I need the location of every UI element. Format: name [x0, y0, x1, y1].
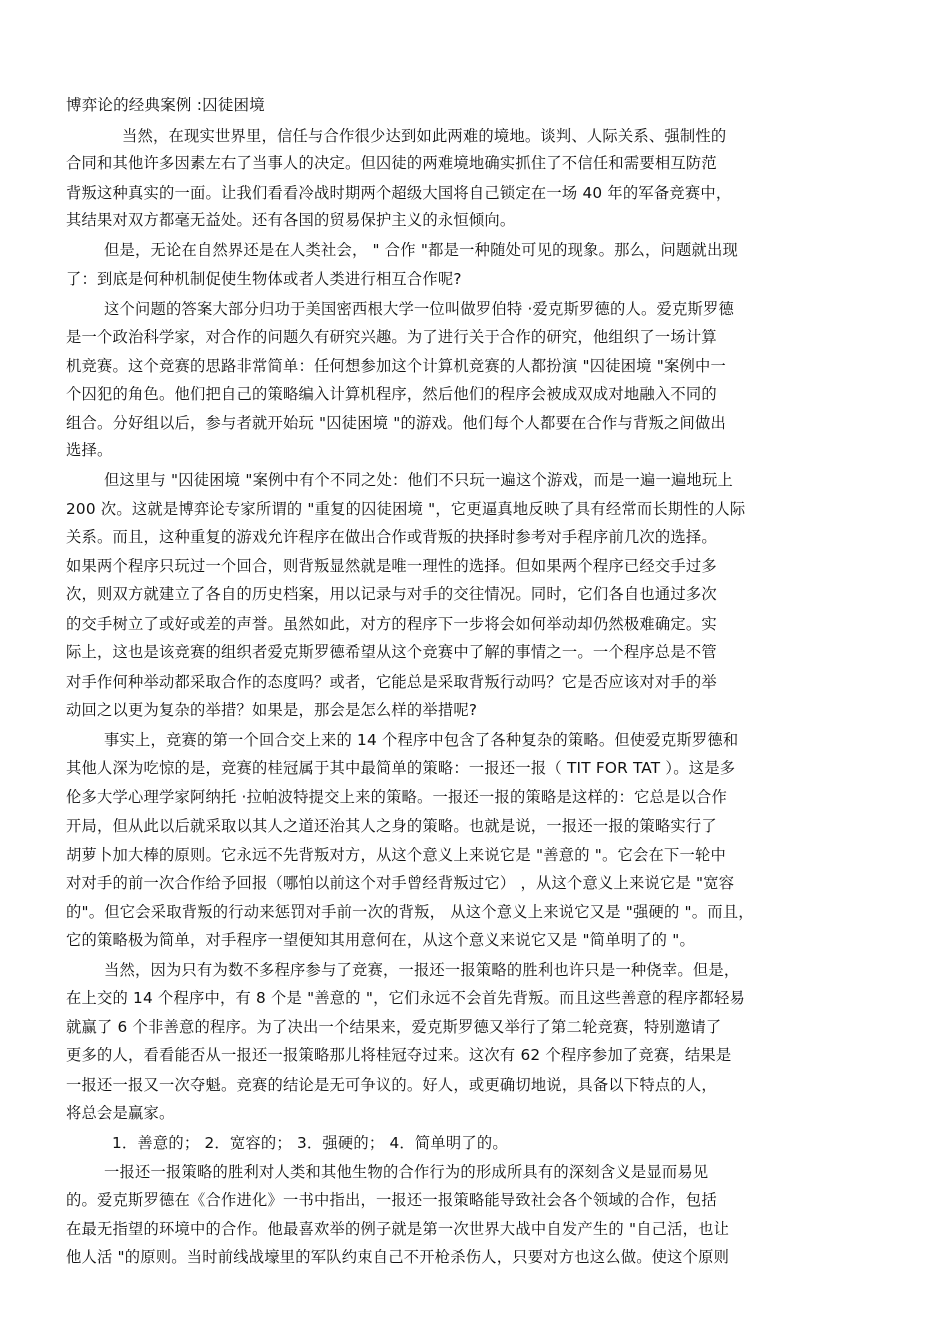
text-line: 但是，无论在自然界还是在人类社会， " 合作 "都是一种随处可见的现象。那么，问题就出现 — [104, 241, 739, 259]
text-line: 200 次。这就是博弈论专家所谓的 "重复的囚徒困境 "，它更逼真地反映了具有经常而长期性的人际 — [66, 500, 746, 518]
text-line: 在最无指望的环境中的合作。他最喜欢举的例子就是第一次世界大战中自发产生的 "自己活，也让 — [66, 1220, 730, 1238]
text-line: 合同和其他许多因素左右了当事人的决定。但囚徒的两难境地确实抓住了不信任和需要相互防范 — [66, 154, 717, 172]
text-line: 在上交的 14 个程序中，有 8 个是 "善意的 "，它们永远不会首先背叛。而且这些善意的程序都轻易 — [66, 989, 746, 1007]
text-line: 如果两个程序只玩过一个回合，则背叛显然就是唯一理性的选择。但如果两个程序已经交手过多 — [66, 557, 717, 575]
text-line: 关系。而且，这种重复的游戏允许程序在做出合作或背叛的抉择时参考对手程序前几次的选择。 — [66, 528, 717, 546]
text-line: 组合。分好组以后，参与者就开始玩 "囚徒困境 "的游戏。他们每个人都要在合作与背叛之间做出 — [66, 414, 726, 432]
text-line: 更多的人，看看能否从一报还一报策略那儿将桂冠夺过来。这次有 62 个程序参加了竞赛，结果是 — [66, 1046, 732, 1064]
text-line: 选择。 — [66, 441, 113, 459]
text-line: 的"。但它会采取背叛的行动来惩罚对手前一次的背叛， 从这个意义上来说它又是 "强硬的 "。而且， — [66, 903, 754, 921]
text-line: 动回之以更为复杂的举措？如果是，那会是怎么样的举措呢? — [66, 701, 478, 719]
text-line: 一报还一报又一次夺魁。竞赛的结论是无可争议的。好人，或更确切地说，具备以下特点的人， — [66, 1076, 717, 1094]
text-line: 事实上，竞赛的第一个回合交上来的 14 个程序中包含了各种复杂的策略。但使爱克斯罗德和 — [104, 731, 739, 749]
text-line: 机竞赛。这个竞赛的思路非常简单：任何想参加这个计算机竞赛的人都扮演 "囚徒困境 "案例中一 — [66, 357, 726, 375]
text-line: 将总会是赢家。 — [66, 1104, 175, 1122]
text-line: 伦多大学心理学家阿纳托 ·拉帕波特提交上来的策略。一报还一报的策略是这样的：它总是以合作 — [66, 788, 727, 806]
document-title: 博弈论的经典案例 :囚徒困境 — [66, 96, 265, 114]
text-line: 当然，因为只有为数不多程序参与了竞赛，一报还一报策略的胜利也许只是一种侥幸。但是， — [104, 961, 740, 979]
text-line: 就赢了 6 个非善意的程序。为了决出一个结果来，爱克斯罗德又举行了第二轮竞赛，特别邀请了 — [66, 1018, 722, 1036]
text-line: 次，则双方就建立了各自的历史档案，用以记录与对手的交往情况。同时，它们各自也通过多次 — [66, 585, 717, 603]
text-line: 胡萝卜加大棒的原则。它永远不先背叛对方，从这个意义上来说它是 "善意的 "。它会在下一轮中 — [66, 846, 726, 864]
text-line: 他人活 "的原则。当时前线战壕里的军队约束自己不开枪杀伤人，只要对方也这么做。使这个原则 — [66, 1248, 730, 1266]
text-line: 但这里与 "囚徒困境 "案例中有个不同之处：他们不只玩一遍这个游戏，而是一遍一遍地玩上 — [104, 471, 733, 489]
text-line: 了：到底是何种机制促使生物体或者人类进行相互合作呢? — [66, 270, 462, 288]
numbered-list: 1．善意的； 2．宽容的； 3．强硬的； 4．简单明了的。 — [112, 1134, 508, 1152]
text-line: 这个问题的答案大部分归功于美国密西根大学一位叫做罗伯特 ·爱克斯罗德的人。爱克斯罗德 — [104, 300, 735, 318]
text-line: 的交手树立了或好或差的声誉。虽然如此，对方的程序下一步将会如何举动却仍然极难确定。实 — [66, 615, 717, 633]
text-line: 其结果对双方都毫无益处。还有各国的贸易保护主义的永恒倾向。 — [66, 211, 516, 229]
text-line: 一报还一报策略的胜利对人类和其他生物的合作行为的形成所具有的深刻含义是显而易见 — [104, 1163, 709, 1181]
text-line: 的。爱克斯罗德在《合作进化》一书中指出，一报还一报策略能导致社会各个领域的合作，包括 — [66, 1191, 717, 1209]
text-line: 际上，这也是该竞赛的组织者爱克斯罗德希望从这个竞赛中了解的事情之一。一个程序总是不管 — [66, 643, 717, 661]
text-line: 当然，在现实世界里，信任与合作很少达到如此两难的境地。谈判、人际关系、强制性的 — [122, 127, 727, 145]
text-line: 开局，但从此以后就采取以其人之道还治其人之身的策略。也就是说，一报还一报的策略实行了 — [66, 817, 717, 835]
text-line: 其他人深为吃惊的是，竞赛的桂冠属于其中最简单的策略：一报还一报（ TIT FOR TAT ）。这是多 — [66, 759, 736, 777]
text-line: 背叛这种真实的一面。让我们看看冷战时期两个超级大国将自己锁定在一场 40 年的军备竞赛中， — [66, 184, 732, 202]
text-line: 是一个政治科学家，对合作的问题久有研究兴趣。为了进行关于合作的研究，他组织了一场计算 — [66, 328, 717, 346]
text-line: 它的策略极为简单，对手程序一望便知其用意何在，从这个意义来说它又是 "简单明了的 "。 — [66, 931, 695, 949]
text-line: 个囚犯的角色。他们把自己的策略编入计算机程序，然后他们的程序会被成双成对地融入不同的 — [66, 385, 717, 403]
text-line: 对对手的前一次合作给予回报（哪怕以前这个对手曾经背叛过它） ，从这个意义上来说它是 "宽容 — [66, 874, 735, 892]
text-line: 对手作何种举动都采取合作的态度吗？或者，它能总是采取背叛行动吗？它是否应该对对手的举 — [66, 673, 717, 691]
